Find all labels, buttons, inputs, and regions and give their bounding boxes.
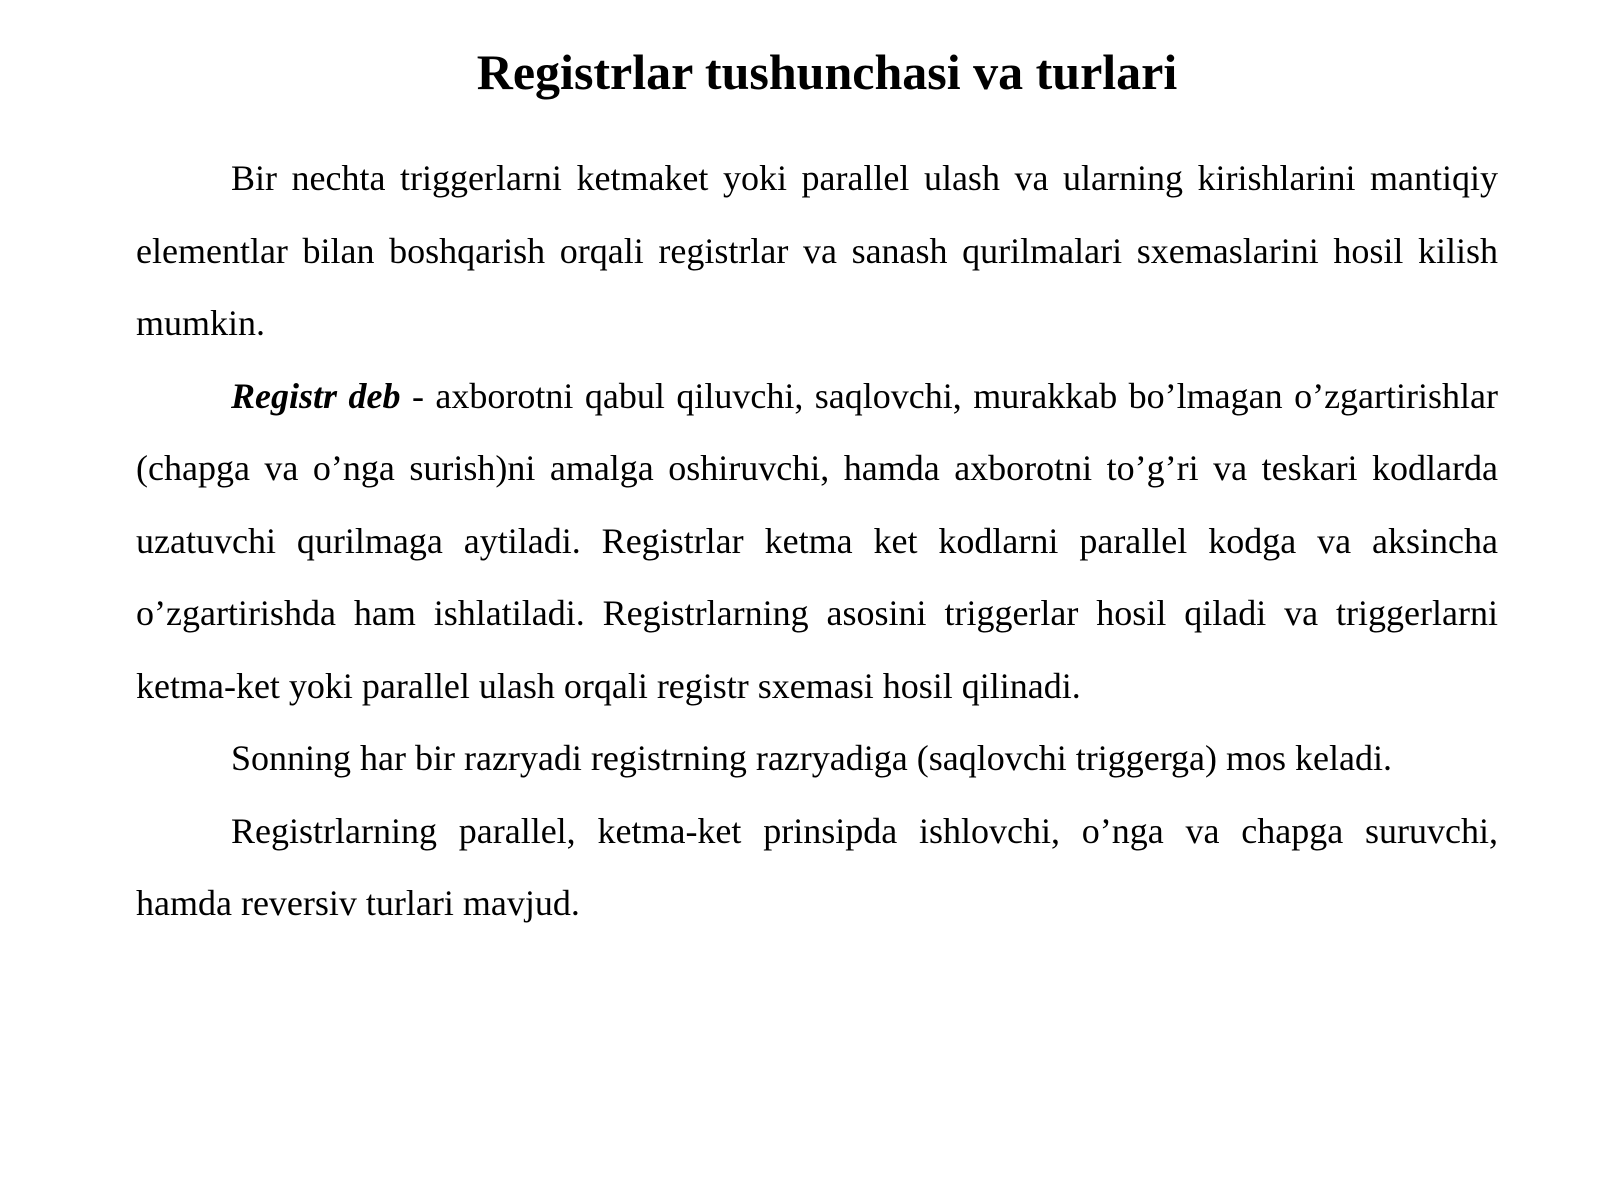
paragraph-2-body: - axborotni qabul qiluvchi, saqlovchi, murakkab bo’lmagan o’zgartirishlar (chapga va o’nga surish)ni amalga oshiruvchi, hamda axborotni to’g’ri va teskari kodlarda uzatuvchi qurilmaga aytiladi. Registrlar ketma ket kodlarni parallel kodga va aksincha o’zgartirishda ham ishlatiladi. Registrlarning asosini triggerlar hosil qiladi va triggerlarni ketma-ket yoki parallel ulash orqali registr sxemasi hosil qilinadi. [136,375,1499,706]
paragraph-2-lead-term: Registr deb [231,375,401,416]
paragraph-3: Sonning har bir razryadi registrning razryadiga (saqlovchi triggerga) mos keladi. [231,738,1392,778]
paragraph-2 [136,360,1498,723]
document-page [136,36,1498,940]
paragraph-1: Bir nechta triggerlarni ketmaket yoki parallel ulash va ularning kirishlarini mantiqiy elementlar bilan boshqarish orqali registrlar va sanash qurilmalari sxemaslarini hosil kilish mumkin. [136,158,1498,343]
document-title: Registrlar tushunchasi va turlari [476,44,1178,100]
paragraph-4: Registrlarning parallel, ketma-ket prinsipda ishlovchi, o’nga va chapga suruvchi, hamda reversiv turlari mavjud. [136,810,1498,923]
